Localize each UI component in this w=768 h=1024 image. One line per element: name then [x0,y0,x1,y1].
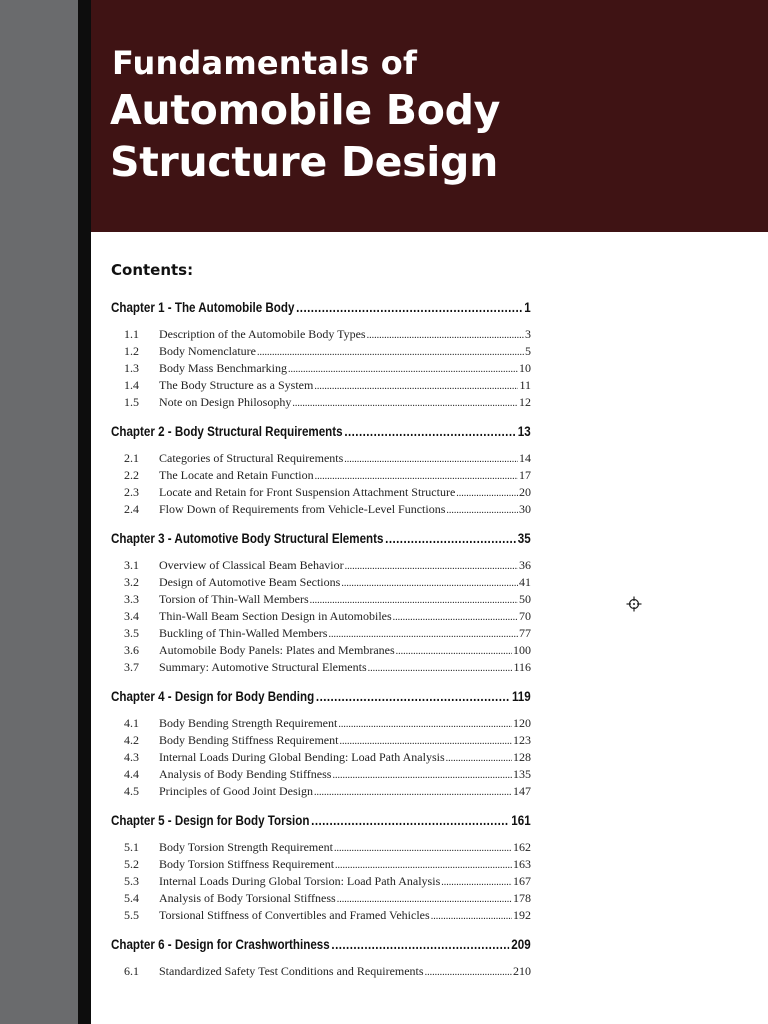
section-title: Automobile Body Panels: Plates and Membranes [159,643,395,657]
section-title: Analysis of Body Torsional Stiffness [159,891,336,905]
toc-section-row[interactable] [111,767,531,784]
section-number: 4.4 [124,767,139,781]
section-page: 147 [513,784,531,798]
section-page: 167 [513,874,531,888]
section-page: 120 [513,716,531,730]
section-title: Note on Design Philosophy [159,395,292,409]
dot-leader [441,877,512,888]
section-title: The Locate and Retain Function [159,468,314,482]
toc-section-row[interactable] [111,485,531,502]
section-page: 3 [525,327,531,341]
dot-leader [314,381,518,392]
toc-section-row[interactable] [111,361,531,378]
section-page: 17 [519,468,531,482]
dot-leader [385,531,516,546]
section-page: 10 [519,361,531,375]
toc-section-row[interactable] [111,733,531,750]
toc-section-row[interactable] [111,840,531,857]
chapter-title: Chapter 4 - Design for Body Bending [111,689,315,704]
section-title: Overview of Classical Beam Behavior [159,558,344,572]
toc-section-row[interactable] [111,468,531,485]
toc-chapter-row[interactable] [111,424,531,444]
section-page: 20 [519,485,531,499]
section-page: 163 [513,857,531,871]
section-title: Summary: Automotive Structural Elements [159,660,367,674]
dot-leader [314,787,512,798]
dot-leader [456,488,518,499]
dot-leader [367,330,524,341]
chapter-title: Chapter 5 - Design for Body Torsion [111,813,310,828]
toc-section-row[interactable] [111,395,531,412]
toc-chapter [111,689,531,801]
section-title: The Body Structure as a System [159,378,314,392]
section-page: 41 [519,575,531,589]
chapter-title: Chapter 6 - Design for Crashworthiness [111,937,330,952]
chapter-title: Chapter 2 - Body Structural Requirements [111,424,343,439]
section-number: 4.1 [124,716,139,730]
dot-leader [396,646,512,657]
section-number: 2.2 [124,468,139,482]
section-page: 14 [519,451,531,465]
dot-leader [315,471,518,482]
section-number: 4.3 [124,750,139,764]
section-page: 77 [519,626,531,640]
toc-section-row[interactable] [111,502,531,519]
section-page: 12 [519,395,531,409]
toc-chapter-row[interactable] [111,689,531,709]
chapter-page: 119 [511,689,531,704]
toc-section-row[interactable] [111,575,531,592]
dot-leader [344,454,518,465]
section-number: 5.5 [124,908,139,922]
toc-chapter-row[interactable] [111,937,531,957]
dot-leader [334,843,512,854]
section-number: 1.2 [124,344,139,358]
section-title: Body Mass Benchmarking [159,361,287,375]
section-number: 3.7 [124,660,139,674]
section-page: 135 [513,767,531,781]
section-page: 50 [519,592,531,606]
dot-leader [257,347,524,358]
spine-bar [78,0,91,1024]
toc-section-row[interactable] [111,891,531,908]
section-page: 192 [513,908,531,922]
dot-leader [288,364,518,375]
section-title: Buckling of Thin-Walled Members [159,626,328,640]
dot-leader [335,860,512,871]
section-title: Categories of Structural Requirements [159,451,344,465]
section-page: 178 [513,891,531,905]
section-title: Thin-Wall Beam Section Design in Automobiles [159,609,392,623]
section-number: 2.1 [124,451,139,465]
toc-section-row[interactable] [111,908,531,925]
toc-chapter [111,813,531,925]
section-title: Torsion of Thin-Wall Members [159,592,309,606]
section-number: 1.4 [124,378,139,392]
title-line-2: Automobile Body [110,86,501,134]
section-title: Description of the Automobile Body Types [159,327,366,341]
section-number: 3.2 [124,575,139,589]
toc-section-row[interactable] [111,874,531,891]
dot-leader [332,770,512,781]
chapter-page: 161 [511,813,531,828]
dot-leader [328,629,518,640]
toc-section-row[interactable] [111,750,531,767]
toc-section-row[interactable] [111,643,531,660]
section-page: 210 [513,964,531,978]
section-number: 3.4 [124,609,139,623]
section-title: Locate and Retain for Front Suspension Attachment Structure [159,485,456,499]
dot-leader [368,663,513,674]
table-of-contents [111,300,531,993]
section-page: 128 [513,750,531,764]
section-page: 70 [519,609,531,623]
chapter-page: 13 [517,424,531,439]
section-page: 11 [519,378,531,392]
section-title: Body Nomenclature [159,344,256,358]
section-number: 6.1 [124,964,139,978]
dot-leader [393,612,518,623]
toc-section-row[interactable] [111,660,531,677]
dot-leader [345,561,518,572]
chapter-page: 209 [511,937,531,952]
section-number: 4.2 [124,733,139,747]
contents-heading: Contents: [111,261,194,279]
section-number: 3.5 [124,626,139,640]
title-line-3: Structure Design [110,138,498,186]
toc-chapter-row[interactable] [111,300,531,320]
section-number: 3.1 [124,558,139,572]
toc-section-row[interactable] [111,964,531,981]
dot-leader [431,911,512,922]
dot-leader [338,719,512,730]
section-number: 1.5 [124,395,139,409]
section-title: Body Bending Strength Requirement [159,716,338,730]
dot-leader [331,937,509,952]
toc-section-row[interactable] [111,626,531,643]
section-title: Torsional Stiffness of Convertibles and Framed Vehicles [159,908,430,922]
dot-leader [316,689,510,704]
toc-chapter [111,531,531,677]
section-number: 4.5 [124,784,139,798]
section-title: Principles of Good Joint Design [159,784,313,798]
toc-section-row[interactable] [111,558,531,575]
section-number: 2.3 [124,485,139,499]
chapter-title: Chapter 3 - Automotive Body Structural Elements [111,531,384,546]
section-title: Body Torsion Strength Requirement [159,840,333,854]
section-number: 5.2 [124,857,139,871]
toc-section-row[interactable] [111,344,531,361]
section-number: 2.4 [124,502,139,516]
section-number: 5.1 [124,840,139,854]
title-line-1: Fundamentals of [112,44,418,82]
section-page: 162 [513,840,531,854]
section-title: Standardized Safety Test Conditions and Requirements [159,964,424,978]
dot-leader [446,505,518,516]
chapter-title: Chapter 1 - The Automobile Body [111,300,295,315]
section-page: 5 [525,344,531,358]
section-page: 116 [513,660,531,674]
section-title: Internal Loads During Global Torsion: Load Path Analysis [159,874,441,888]
toc-chapter [111,424,531,519]
chapter-page: 35 [517,531,531,546]
section-title: Internal Loads During Global Bending: Load Path Analysis [159,750,445,764]
section-number: 3.6 [124,643,139,657]
section-title: Analysis of Body Bending Stiffness [159,767,332,781]
section-number: 3.3 [124,592,139,606]
crosshair-cursor-icon [626,596,642,612]
dot-leader [337,894,512,905]
toc-section-row[interactable] [111,327,531,344]
dot-leader [310,595,518,606]
toc-chapter-row[interactable] [111,813,531,833]
section-number: 5.3 [124,874,139,888]
section-title: Body Bending Stiffness Requirement [159,733,339,747]
section-page: 100 [513,643,531,657]
section-number: 5.4 [124,891,139,905]
toc-chapter [111,937,531,981]
dot-leader [292,398,518,409]
section-title: Design of Automotive Beam Sections [159,575,341,589]
toc-section-row[interactable] [111,451,531,468]
toc-section-row[interactable] [111,716,531,733]
dot-leader [341,578,518,589]
dot-leader [425,967,512,978]
toc-section-row[interactable] [111,784,531,801]
section-page: 30 [519,502,531,516]
dot-leader [344,424,516,439]
section-number: 1.3 [124,361,139,375]
chapter-page: 1 [524,300,531,315]
section-title: Flow Down of Requirements from Vehicle-Level Functions [159,502,446,516]
dot-leader [339,736,512,747]
section-number: 1.1 [124,327,139,341]
dot-leader [296,300,522,315]
toc-section-row[interactable] [111,857,531,874]
toc-section-row[interactable] [111,609,531,626]
toc-chapter [111,300,531,412]
toc-chapter-row[interactable] [111,531,531,551]
toc-section-row[interactable] [111,592,531,609]
toc-section-row[interactable] [111,378,531,395]
left-gray-strip [0,0,78,1024]
dot-leader [311,813,509,828]
section-page: 123 [513,733,531,747]
section-page: 36 [519,558,531,572]
section-title: Body Torsion Stiffness Requirement [159,857,335,871]
dot-leader [446,753,512,764]
